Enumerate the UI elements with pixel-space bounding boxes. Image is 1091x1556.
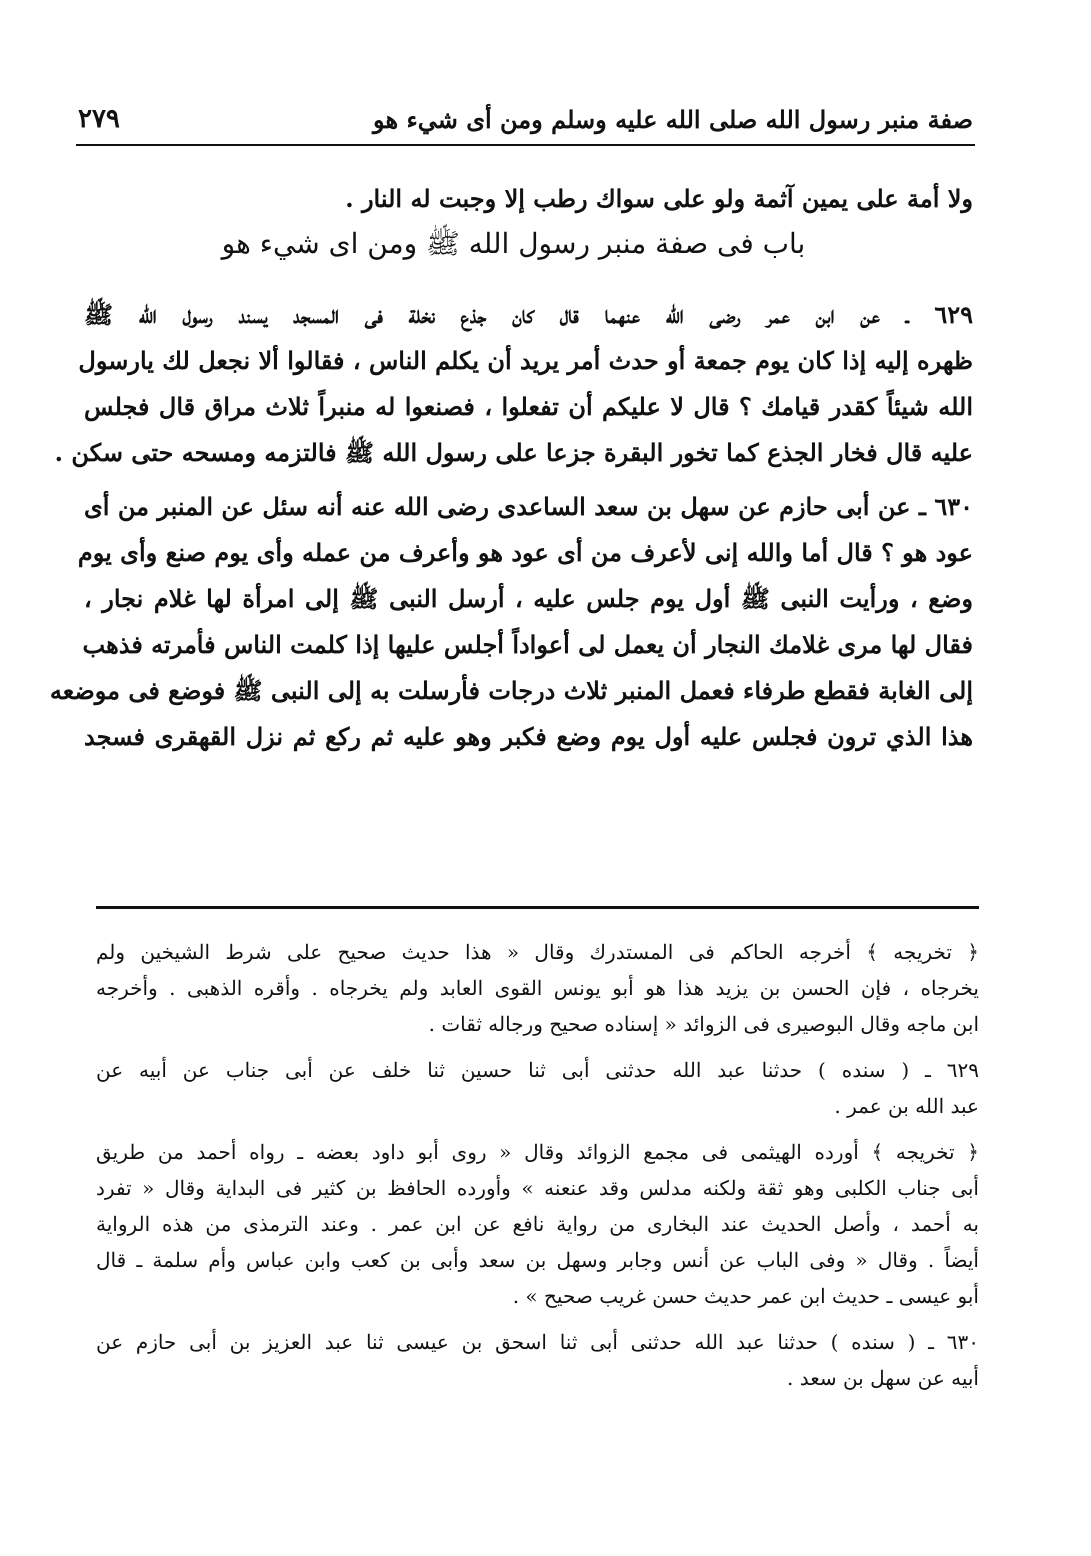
header-rule	[76, 144, 975, 146]
hadith-line: فقال لها مرى غلامك النجار أن يعمل لى أعواداً أجلس عليها إذا كلمت الناس فأمرته فذهب	[82, 630, 973, 659]
main-text	[49, 166, 974, 768]
hadith-line: هذا الذي ترون فجلس عليه أول يوم وضع فكبر وهو عليه ثم ركع ثم نزل القهقرى فسجد	[84, 722, 973, 751]
hadith-line: عليه قال فخار الجذع كما تخور البقرة جزعا على رسول الله ﷺ فالتزمه ومسحه حتى سكن .	[54, 438, 973, 467]
footnote-line: أيضاً . وقال « وفى الباب عن أنس وجابر وسهل بن سعد وأبى بن كعب وابن عباس وأم سلمة ـ قال	[96, 1248, 979, 1272]
hadith-line: ٦٢٩ ـ عن ابن عمر رضى الله عنهما قال كان جذع نخلة فى المسجد يسند رسول الله ﷺ	[84, 300, 973, 329]
footnote-line: ﴿ تخريجه ﴾ أخرجه الحاكم فى المستدرك وقال « هذا حديث صحيح على شرط الشيخين ولم	[96, 940, 979, 964]
hadith-line: ٦٣٠ ـ عن أبى حازم عن سهل بن سعد الساعدى رضى الله عنه أنه سئل عن المنبر من أى	[84, 492, 974, 521]
footnote-sanad-629	[96, 1052, 979, 1124]
footnotes	[96, 934, 979, 1406]
hadith-line: ظهره إليه إذا كان يوم جمعة أو حدث أمر يريد أن يكلم الناس ، فقالوا ألا نجعل لك يارسول	[78, 346, 973, 375]
page-header	[78, 94, 973, 134]
footnote-line: يخرجاه ، فإن الحسن بن يزيد هذا هو أبو يونس القوى العابد ولم يخرجاه . وأقره الذهبى . وأخرجه	[96, 976, 980, 1000]
hadith-line: وضع ، ورأيت النبى ﷺ أول يوم جلس عليه ، أرسل النبى ﷺ إلى امرأة لها غلام نجار ،	[84, 584, 973, 613]
footnote-sanad-630	[96, 1324, 979, 1396]
footnote-line: ﴿ تخريجه ﴾ أورده الهيثمى فى مجمع الزوائد وقال « روى أبو داود بعضه ـ رواه أحمد من طريق	[96, 1140, 979, 1164]
hadith-629	[54, 292, 973, 476]
running-title: صفة منبر رسول الله صلى الله عليه وسلم ومن أى شيء هو	[373, 105, 973, 134]
footnote-line: أبى جناب الكلبى وهو ثقة ولكنه مدلس وقد عنعنه » وأورده الحافظ بن كثير فى البداية وقال « تفرد	[96, 1176, 979, 1200]
chapter-title: باب فى صفة منبر رسول الله ﷺ ومن اى شيء هو	[221, 227, 806, 260]
footnote-line: به أحمد ، وأصل الحديث عند البخارى من رواية نافع عن ابن عمر . وعند الترمذى من هذه الرواية	[96, 1212, 979, 1236]
footnote-takhrij-628	[96, 934, 979, 1042]
footnote-line: عبد الله بن عمر .	[834, 1094, 979, 1118]
hadith-line: عود هو ؟ قال أما والله إنى لأعرف من أى عود هو وأعرف من عمله وأى يوم صنع وأى يوم	[77, 538, 973, 567]
footnote-line: ٦٣٠ ـ ( سنده ) حدثنا عبد الله حدثنى أبى ثنا اسحق بن عيسى ثنا عبد العزيز بن أبى حازم عن	[96, 1330, 979, 1354]
footnote-line: ابن ماجه وقال البوصيرى فى الزوائد « إسناده صحيح ورجاله ثقات .	[428, 1012, 979, 1036]
hadith-line: إلى الغابة فقطع طرفاء فعمل المنبر ثلاث درجات فأرسلت به إلى النبى ﷺ فوضع فى موضعه	[49, 676, 973, 705]
hadith-line: الله شيئاً كقدر قيامك ؟ قال لا عليكم أن تفعلوا ، فصنعوا له منبراً ثلاث مراق قال فجلس	[84, 392, 973, 421]
footnote-line: أبيه عن سهل بن سعد .	[786, 1366, 979, 1390]
footnote-separator	[96, 906, 979, 909]
footnote-line: ٦٢٩ ـ ( سنده ) حدثنا عبد الله حدثنى أبى ثنا حسين ثنا خلف عن أبى جناب عن أبيه عن	[96, 1058, 979, 1082]
page-number: ٢٧٩	[78, 104, 120, 134]
intro-line: ولا أمة على يمين آثمة ولو على سواك رطب إلا وجبت له النار .	[345, 184, 973, 213]
footnote-line: أبو عيسى ـ حديث ابن عمر حديث حسن غريب صحيح » .	[512, 1284, 979, 1308]
footnote-takhrij-629	[96, 1134, 979, 1314]
hadith-630	[49, 484, 974, 760]
